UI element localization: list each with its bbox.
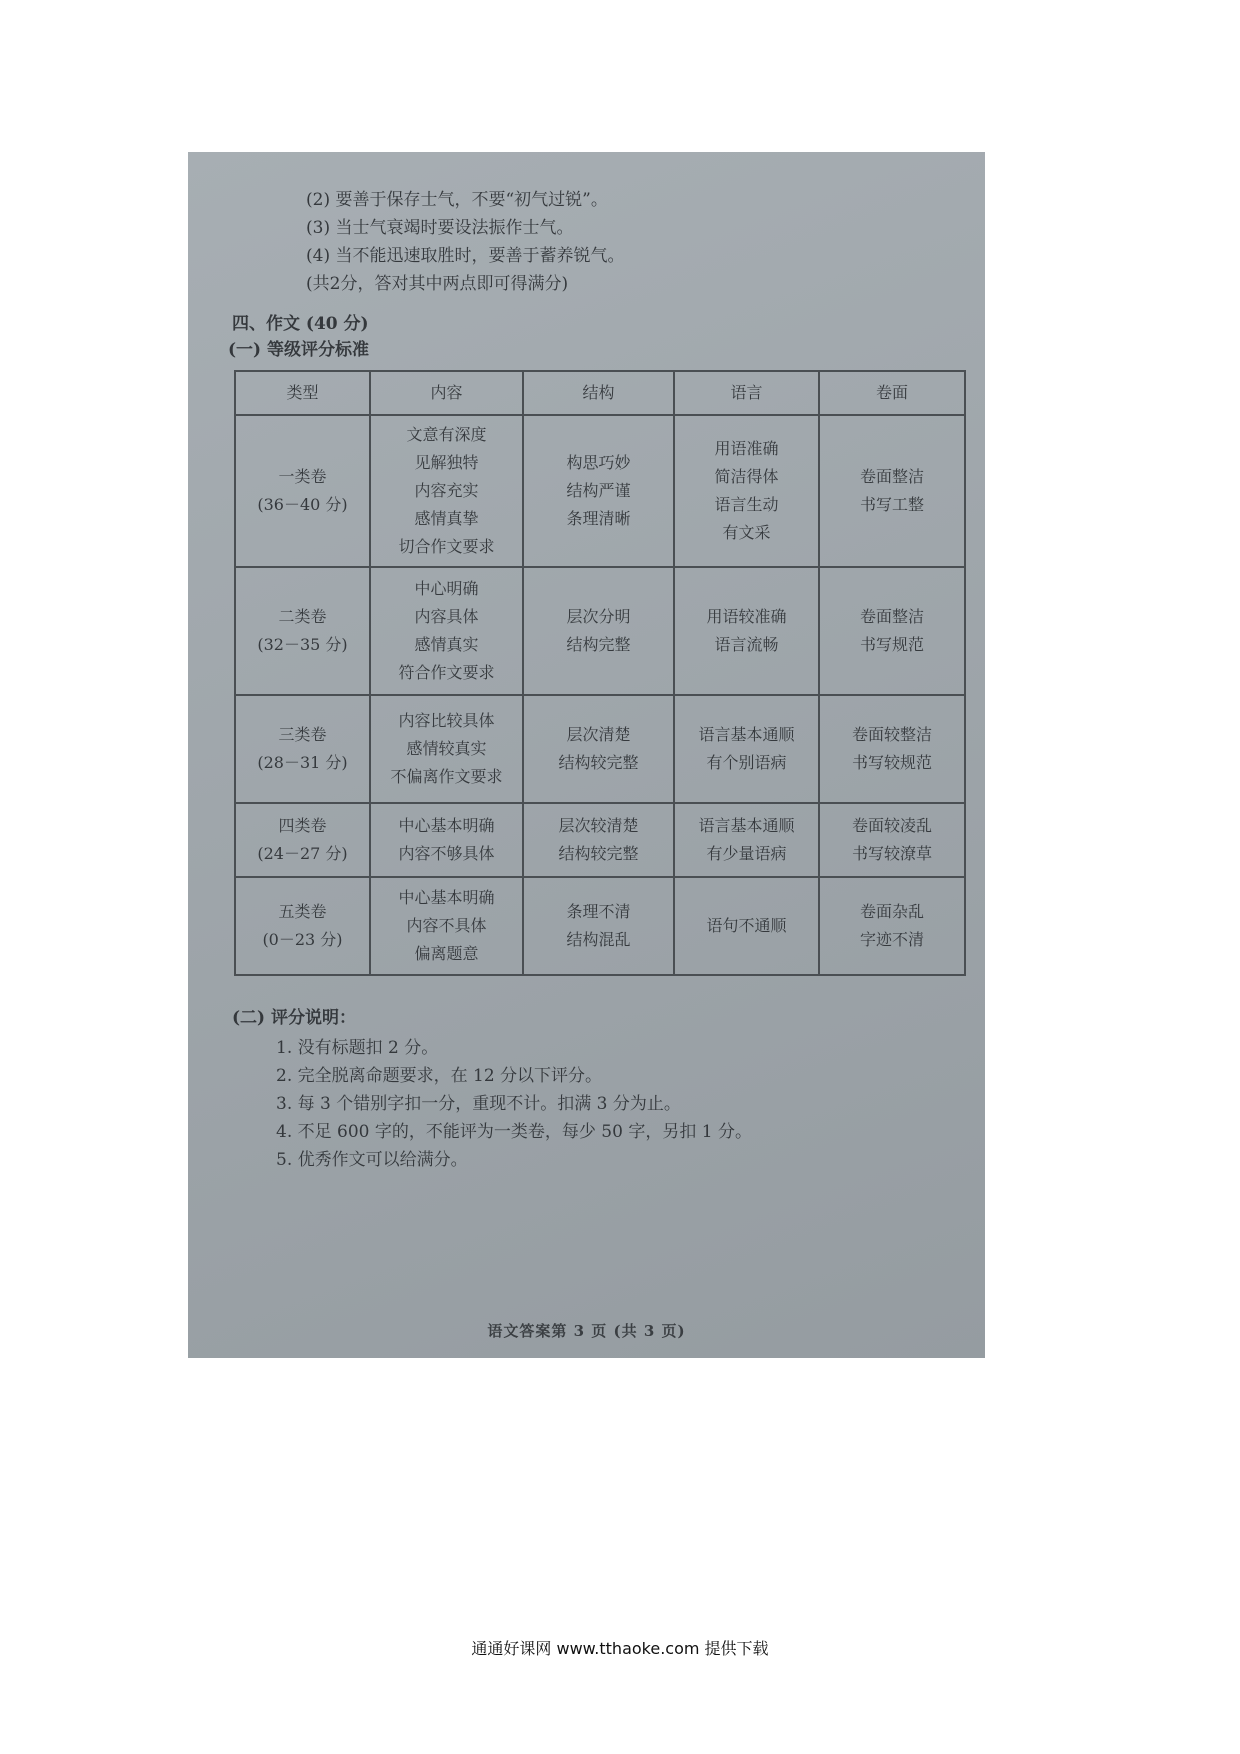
content-cell: 文意有深度 见解独特 内容充实 感情真挚 切合作文要求	[370, 415, 523, 567]
language-cell: 语句不通顺	[674, 877, 819, 975]
grade-type-cell: 二类卷 (32－35 分)	[235, 567, 370, 695]
table-row	[235, 415, 965, 567]
page-number-footer: 语文答案第 3 页 (共 3 页)	[487, 1322, 686, 1340]
structure-cell: 层次分明 结构完整	[523, 567, 674, 695]
grading-standard-heading: (一) 等级评分标准	[228, 340, 370, 360]
scoring-notes-heading: (二) 评分说明：	[232, 1008, 357, 1028]
scoring-note-item: 3. 每 3 个错别字扣一分，重现不计。扣满 3 分为止。	[276, 1094, 681, 1114]
grading-table	[234, 370, 966, 976]
structure-cell: 构思巧妙 结构严谨 条理清晰	[523, 415, 674, 567]
content-cell: 中心基本明确 内容不具体 偏离题意	[370, 877, 523, 975]
table-row	[235, 803, 965, 877]
grade-type-cell: 三类卷 (28－31 分)	[235, 695, 370, 803]
language-cell: 用语准确 简洁得体 语言生动 有文采	[674, 415, 819, 567]
structure-cell: 条理不清 结构混乱	[523, 877, 674, 975]
surface-cell: 卷面整洁 书写工整	[819, 415, 965, 567]
content-cell: 中心基本明确 内容不够具体	[370, 803, 523, 877]
content-cell: 内容比较具体 感情较真实 不偏离作文要求	[370, 695, 523, 803]
table-row	[235, 877, 965, 975]
header-surface: 卷面	[819, 371, 965, 415]
content-cell: 中心明确 内容具体 感情真实 符合作文要求	[370, 567, 523, 695]
answer-item-2: (2) 要善于保存士气，不要“初气过锐”。	[306, 190, 608, 210]
grade-type-cell: 一类卷 (36－40 分)	[235, 415, 370, 567]
structure-cell: 层次清楚 结构较完整	[523, 695, 674, 803]
surface-cell: 卷面较整洁 书写较规范	[819, 695, 965, 803]
site-watermark: 通通好课网 www.tthaoke.com 提供下载	[471, 1639, 769, 1658]
grade-type-cell: 五类卷 (0－23 分)	[235, 877, 370, 975]
scoring-note: (共2分，答对其中两点即可得满分)	[306, 274, 569, 294]
header-content: 内容	[370, 371, 523, 415]
table-header-row	[235, 371, 965, 415]
language-cell: 语言基本通顺 有个别语病	[674, 695, 819, 803]
surface-cell: 卷面较凌乱 书写较潦草	[819, 803, 965, 877]
grade-type-cell: 四类卷 (24－27 分)	[235, 803, 370, 877]
surface-cell: 卷面整洁 书写规范	[819, 567, 965, 695]
header-type: 类型	[235, 371, 370, 415]
scoring-note-item: 5. 优秀作文可以给满分。	[276, 1150, 468, 1170]
structure-cell: 层次较清楚 结构较完整	[523, 803, 674, 877]
answer-item-3: (3) 当士气衰竭时要设法振作士气。	[306, 218, 574, 238]
language-cell: 用语较准确 语言流畅	[674, 567, 819, 695]
header-structure: 结构	[523, 371, 674, 415]
header-language: 语言	[674, 371, 819, 415]
scoring-note-item: 4. 不足 600 字的，不能评为一类卷，每少 50 字，另扣 1 分。	[276, 1122, 752, 1142]
answer-item-4: (4) 当不能迅速取胜时，要善于蓄养锐气。	[306, 246, 625, 266]
scoring-note-item: 1. 没有标题扣 2 分。	[276, 1038, 439, 1058]
section-heading: 四、作文 (40 分)	[232, 314, 369, 334]
table-row	[235, 695, 965, 803]
language-cell: 语言基本通顺 有少量语病	[674, 803, 819, 877]
scanned-page-photo	[188, 152, 985, 1358]
table-row	[235, 567, 965, 695]
surface-cell: 卷面杂乱 字迹不清	[819, 877, 965, 975]
scoring-note-item: 2. 完全脱离命题要求，在 12 分以下评分。	[276, 1066, 603, 1086]
